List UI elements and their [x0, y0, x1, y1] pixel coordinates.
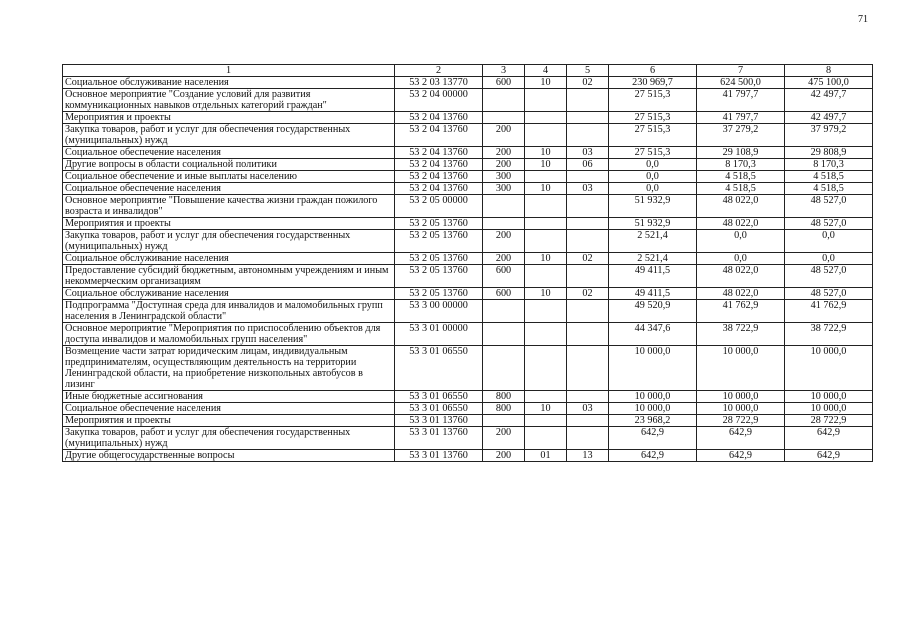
amount-col7-cell: 38 722,9 — [697, 323, 785, 346]
section-code-cell: 53 3 01 06550 — [395, 403, 483, 415]
amount-col6-cell: 2 521,4 — [609, 230, 697, 253]
table-row — [63, 159, 873, 171]
table-row — [63, 124, 873, 147]
section-code-cell: 53 2 04 13760 — [395, 159, 483, 171]
subsection-cell — [567, 218, 609, 230]
amount-col6-cell: 49 520,9 — [609, 300, 697, 323]
section-cell: 01 — [525, 450, 567, 462]
column-header: 6 — [609, 65, 697, 77]
section-code-cell: 53 2 05 00000 — [395, 195, 483, 218]
section-code-cell: 53 2 04 00000 — [395, 89, 483, 112]
amount-col6-cell: 44 347,6 — [609, 323, 697, 346]
amount-col6-cell: 642,9 — [609, 450, 697, 462]
amount-col8-cell: 48 527,0 — [785, 195, 873, 218]
expense-type-cell: 300 — [483, 183, 525, 195]
subsection-cell — [567, 415, 609, 427]
amount-col7-cell: 642,9 — [697, 450, 785, 462]
amount-col7-cell: 41 762,9 — [697, 300, 785, 323]
subsection-cell — [567, 427, 609, 450]
column-header: 3 — [483, 65, 525, 77]
section-cell: 10 — [525, 253, 567, 265]
subsection-cell: 03 — [567, 147, 609, 159]
subsection-cell — [567, 230, 609, 253]
table-body — [63, 65, 873, 462]
expense-type-cell: 800 — [483, 403, 525, 415]
expense-type-cell — [483, 89, 525, 112]
amount-col7-cell: 10 000,0 — [697, 346, 785, 391]
section-cell — [525, 265, 567, 288]
section-cell — [525, 391, 567, 403]
column-header: 7 — [697, 65, 785, 77]
amount-col8-cell: 48 527,0 — [785, 218, 873, 230]
amount-col6-cell: 10 000,0 — [609, 391, 697, 403]
amount-col6-cell: 49 411,5 — [609, 288, 697, 300]
amount-col8-cell: 48 527,0 — [785, 265, 873, 288]
table-row — [63, 323, 873, 346]
table-row — [63, 77, 873, 89]
table-row — [63, 427, 873, 450]
section-cell — [525, 415, 567, 427]
row-name-cell: Социальное обеспечение и иные выплаты населению — [63, 171, 395, 183]
amount-col8-cell: 41 762,9 — [785, 300, 873, 323]
subsection-cell — [567, 265, 609, 288]
amount-col8-cell: 37 979,2 — [785, 124, 873, 147]
expense-type-cell: 200 — [483, 253, 525, 265]
row-name-cell: Предоставление субсидий бюджетным, автономным учреждениям и иным некоммерческим организациям — [63, 265, 395, 288]
section-cell — [525, 218, 567, 230]
row-name-cell: Социальное обеспечение населения — [63, 403, 395, 415]
subsection-cell: 06 — [567, 159, 609, 171]
section-code-cell: 53 2 03 13770 — [395, 77, 483, 89]
amount-col7-cell: 10 000,0 — [697, 391, 785, 403]
row-name-cell: Иные бюджетные ассигнования — [63, 391, 395, 403]
amount-col6-cell: 10 000,0 — [609, 346, 697, 391]
amount-col8-cell: 0,0 — [785, 230, 873, 253]
column-header: 1 — [63, 65, 395, 77]
amount-col6-cell: 23 968,2 — [609, 415, 697, 427]
subsection-cell — [567, 391, 609, 403]
table-row — [63, 147, 873, 159]
amount-col7-cell: 10 000,0 — [697, 403, 785, 415]
expense-type-cell: 600 — [483, 288, 525, 300]
subsection-cell: 02 — [567, 253, 609, 265]
row-name-cell: Основное мероприятие "Повышение качества жизни граждан пожилого возраста и инвалидов" — [63, 195, 395, 218]
expense-type-cell: 200 — [483, 427, 525, 450]
amount-col8-cell: 4 518,5 — [785, 183, 873, 195]
table-row — [63, 403, 873, 415]
amount-col6-cell: 49 411,5 — [609, 265, 697, 288]
page-number: 71 — [858, 14, 868, 25]
section-code-cell: 53 3 01 06550 — [395, 391, 483, 403]
amount-col8-cell: 28 722,9 — [785, 415, 873, 427]
section-cell: 10 — [525, 77, 567, 89]
expense-type-cell: 200 — [483, 450, 525, 462]
subsection-cell — [567, 124, 609, 147]
row-name-cell: Мероприятия и проекты — [63, 415, 395, 427]
amount-col8-cell: 4 518,5 — [785, 171, 873, 183]
row-name-cell: Закупка товаров, работ и услуг для обеспечения государственных (муниципальных) нужд — [63, 230, 395, 253]
section-cell: 10 — [525, 183, 567, 195]
subsection-cell — [567, 195, 609, 218]
expense-type-cell — [483, 415, 525, 427]
table-row — [63, 391, 873, 403]
subsection-cell: 03 — [567, 183, 609, 195]
row-name-cell: Закупка товаров, работ и услуг для обеспечения государственных (муниципальных) нужд — [63, 124, 395, 147]
amount-col7-cell: 48 022,0 — [697, 195, 785, 218]
amount-col8-cell: 42 497,7 — [785, 89, 873, 112]
amount-col8-cell: 10 000,0 — [785, 391, 873, 403]
row-name-cell: Закупка товаров, работ и услуг для обеспечения государственных (муниципальных) нужд — [63, 427, 395, 450]
amount-col6-cell: 51 932,9 — [609, 218, 697, 230]
amount-col7-cell: 41 797,7 — [697, 89, 785, 112]
section-cell — [525, 323, 567, 346]
amount-col7-cell: 28 722,9 — [697, 415, 785, 427]
subsection-cell — [567, 112, 609, 124]
subsection-cell: 02 — [567, 77, 609, 89]
expense-type-cell: 300 — [483, 171, 525, 183]
expense-type-cell — [483, 323, 525, 346]
amount-col8-cell: 642,9 — [785, 427, 873, 450]
section-code-cell: 53 2 04 13760 — [395, 183, 483, 195]
expense-type-cell: 800 — [483, 391, 525, 403]
row-name-cell: Социальное обслуживание населения — [63, 77, 395, 89]
section-code-cell: 53 3 01 00000 — [395, 323, 483, 346]
expense-type-cell — [483, 300, 525, 323]
column-header: 8 — [785, 65, 873, 77]
amount-col6-cell: 27 515,3 — [609, 89, 697, 112]
expense-type-cell — [483, 346, 525, 391]
section-cell — [525, 300, 567, 323]
expense-type-cell — [483, 218, 525, 230]
amount-col8-cell: 10 000,0 — [785, 346, 873, 391]
amount-col6-cell: 51 932,9 — [609, 195, 697, 218]
amount-col6-cell: 230 969,7 — [609, 77, 697, 89]
amount-col6-cell: 0,0 — [609, 171, 697, 183]
amount-col6-cell: 27 515,3 — [609, 124, 697, 147]
expense-type-cell — [483, 112, 525, 124]
row-name-cell: Подпрограмма "Доступная среда для инвалидов и маломобильных групп населения в Ленинградской области" — [63, 300, 395, 323]
expense-type-cell: 200 — [483, 124, 525, 147]
expense-type-cell: 200 — [483, 230, 525, 253]
table-row — [63, 288, 873, 300]
table-row — [63, 195, 873, 218]
table-row — [63, 300, 873, 323]
amount-col7-cell: 4 518,5 — [697, 171, 785, 183]
table-row — [63, 218, 873, 230]
column-header: 4 — [525, 65, 567, 77]
section-code-cell: 53 3 01 06550 — [395, 346, 483, 391]
amount-col8-cell: 642,9 — [785, 450, 873, 462]
row-name-cell: Основное мероприятие "Мероприятия по приспособлению объектов для доступа инвалидов и маломобильных групп населения" — [63, 323, 395, 346]
table-row — [63, 415, 873, 427]
section-cell: 10 — [525, 159, 567, 171]
row-name-cell: Социальное обеспечение населения — [63, 147, 395, 159]
section-code-cell: 53 2 04 13760 — [395, 112, 483, 124]
row-name-cell: Возмещение части затрат юридическим лицам, индивидуальным предпринимателям, осуществляющим деятельность на территории Ленинградской области, на приобретение низкопольных автобусов в лизинг — [63, 346, 395, 391]
section-code-cell: 53 2 05 13760 — [395, 265, 483, 288]
section-cell: 10 — [525, 403, 567, 415]
section-code-cell: 53 3 01 13760 — [395, 415, 483, 427]
table-row — [63, 346, 873, 391]
column-header: 5 — [567, 65, 609, 77]
subsection-cell — [567, 346, 609, 391]
amount-col6-cell: 27 515,3 — [609, 112, 697, 124]
amount-col7-cell: 48 022,0 — [697, 288, 785, 300]
row-name-cell: Мероприятия и проекты — [63, 112, 395, 124]
section-code-cell: 53 3 01 13760 — [395, 450, 483, 462]
amount-col6-cell: 0,0 — [609, 183, 697, 195]
amount-col7-cell: 0,0 — [697, 230, 785, 253]
section-cell — [525, 427, 567, 450]
expense-type-cell: 200 — [483, 147, 525, 159]
section-cell — [525, 112, 567, 124]
table-row — [63, 112, 873, 124]
amount-col8-cell: 10 000,0 — [785, 403, 873, 415]
row-name-cell: Социальное обслуживание населения — [63, 253, 395, 265]
row-name-cell: Социальное обслуживание населения — [63, 288, 395, 300]
amount-col6-cell: 642,9 — [609, 427, 697, 450]
amount-col6-cell: 2 521,4 — [609, 253, 697, 265]
section-cell — [525, 89, 567, 112]
row-name-cell: Социальное обеспечение населения — [63, 183, 395, 195]
section-cell — [525, 230, 567, 253]
table-row — [63, 89, 873, 112]
column-header: 2 — [395, 65, 483, 77]
table-row — [63, 183, 873, 195]
amount-col7-cell: 642,9 — [697, 427, 785, 450]
section-code-cell: 53 3 01 13760 — [395, 427, 483, 450]
expense-type-cell: 200 — [483, 159, 525, 171]
amount-col6-cell: 10 000,0 — [609, 403, 697, 415]
section-code-cell: 53 2 05 13760 — [395, 288, 483, 300]
row-name-cell: Мероприятия и проекты — [63, 218, 395, 230]
subsection-cell: 03 — [567, 403, 609, 415]
section-code-cell: 53 2 04 13760 — [395, 147, 483, 159]
section-cell — [525, 124, 567, 147]
section-cell: 10 — [525, 147, 567, 159]
section-cell — [525, 195, 567, 218]
subsection-cell — [567, 300, 609, 323]
amount-col8-cell: 42 497,7 — [785, 112, 873, 124]
amount-col7-cell: 48 022,0 — [697, 218, 785, 230]
amount-col7-cell: 0,0 — [697, 253, 785, 265]
table-row — [63, 253, 873, 265]
expense-type-cell: 600 — [483, 265, 525, 288]
table-row — [63, 171, 873, 183]
amount-col7-cell: 624 500,0 — [697, 77, 785, 89]
amount-col8-cell: 38 722,9 — [785, 323, 873, 346]
table-row — [63, 450, 873, 462]
amount-col8-cell: 8 170,3 — [785, 159, 873, 171]
amount-col7-cell: 37 279,2 — [697, 124, 785, 147]
expense-type-cell — [483, 195, 525, 218]
table-header-row — [63, 65, 873, 77]
amount-col6-cell: 0,0 — [609, 159, 697, 171]
row-name-cell: Другие общегосударственные вопросы — [63, 450, 395, 462]
section-cell — [525, 346, 567, 391]
budget-table — [62, 64, 873, 462]
amount-col8-cell: 0,0 — [785, 253, 873, 265]
section-code-cell: 53 2 05 13760 — [395, 253, 483, 265]
section-code-cell: 53 3 00 00000 — [395, 300, 483, 323]
section-code-cell: 53 2 04 13760 — [395, 171, 483, 183]
section-code-cell: 53 2 05 13760 — [395, 218, 483, 230]
row-name-cell: Основное мероприятие "Создание условий для развития коммуникационных навыков отдельных категорий граждан" — [63, 89, 395, 112]
amount-col8-cell: 29 808,9 — [785, 147, 873, 159]
subsection-cell: 02 — [567, 288, 609, 300]
subsection-cell — [567, 171, 609, 183]
table-row — [63, 230, 873, 253]
section-cell — [525, 171, 567, 183]
subsection-cell: 13 — [567, 450, 609, 462]
expense-type-cell: 600 — [483, 77, 525, 89]
row-name-cell: Другие вопросы в области социальной политики — [63, 159, 395, 171]
subsection-cell — [567, 89, 609, 112]
amount-col7-cell: 48 022,0 — [697, 265, 785, 288]
section-code-cell: 53 2 04 13760 — [395, 124, 483, 147]
amount-col7-cell: 41 797,7 — [697, 112, 785, 124]
section-cell: 10 — [525, 288, 567, 300]
amount-col7-cell: 4 518,5 — [697, 183, 785, 195]
amount-col8-cell: 48 527,0 — [785, 288, 873, 300]
section-code-cell: 53 2 05 13760 — [395, 230, 483, 253]
subsection-cell — [567, 323, 609, 346]
amount-col7-cell: 8 170,3 — [697, 159, 785, 171]
amount-col7-cell: 29 108,9 — [697, 147, 785, 159]
table-row — [63, 265, 873, 288]
amount-col8-cell: 475 100,0 — [785, 77, 873, 89]
amount-col6-cell: 27 515,3 — [609, 147, 697, 159]
